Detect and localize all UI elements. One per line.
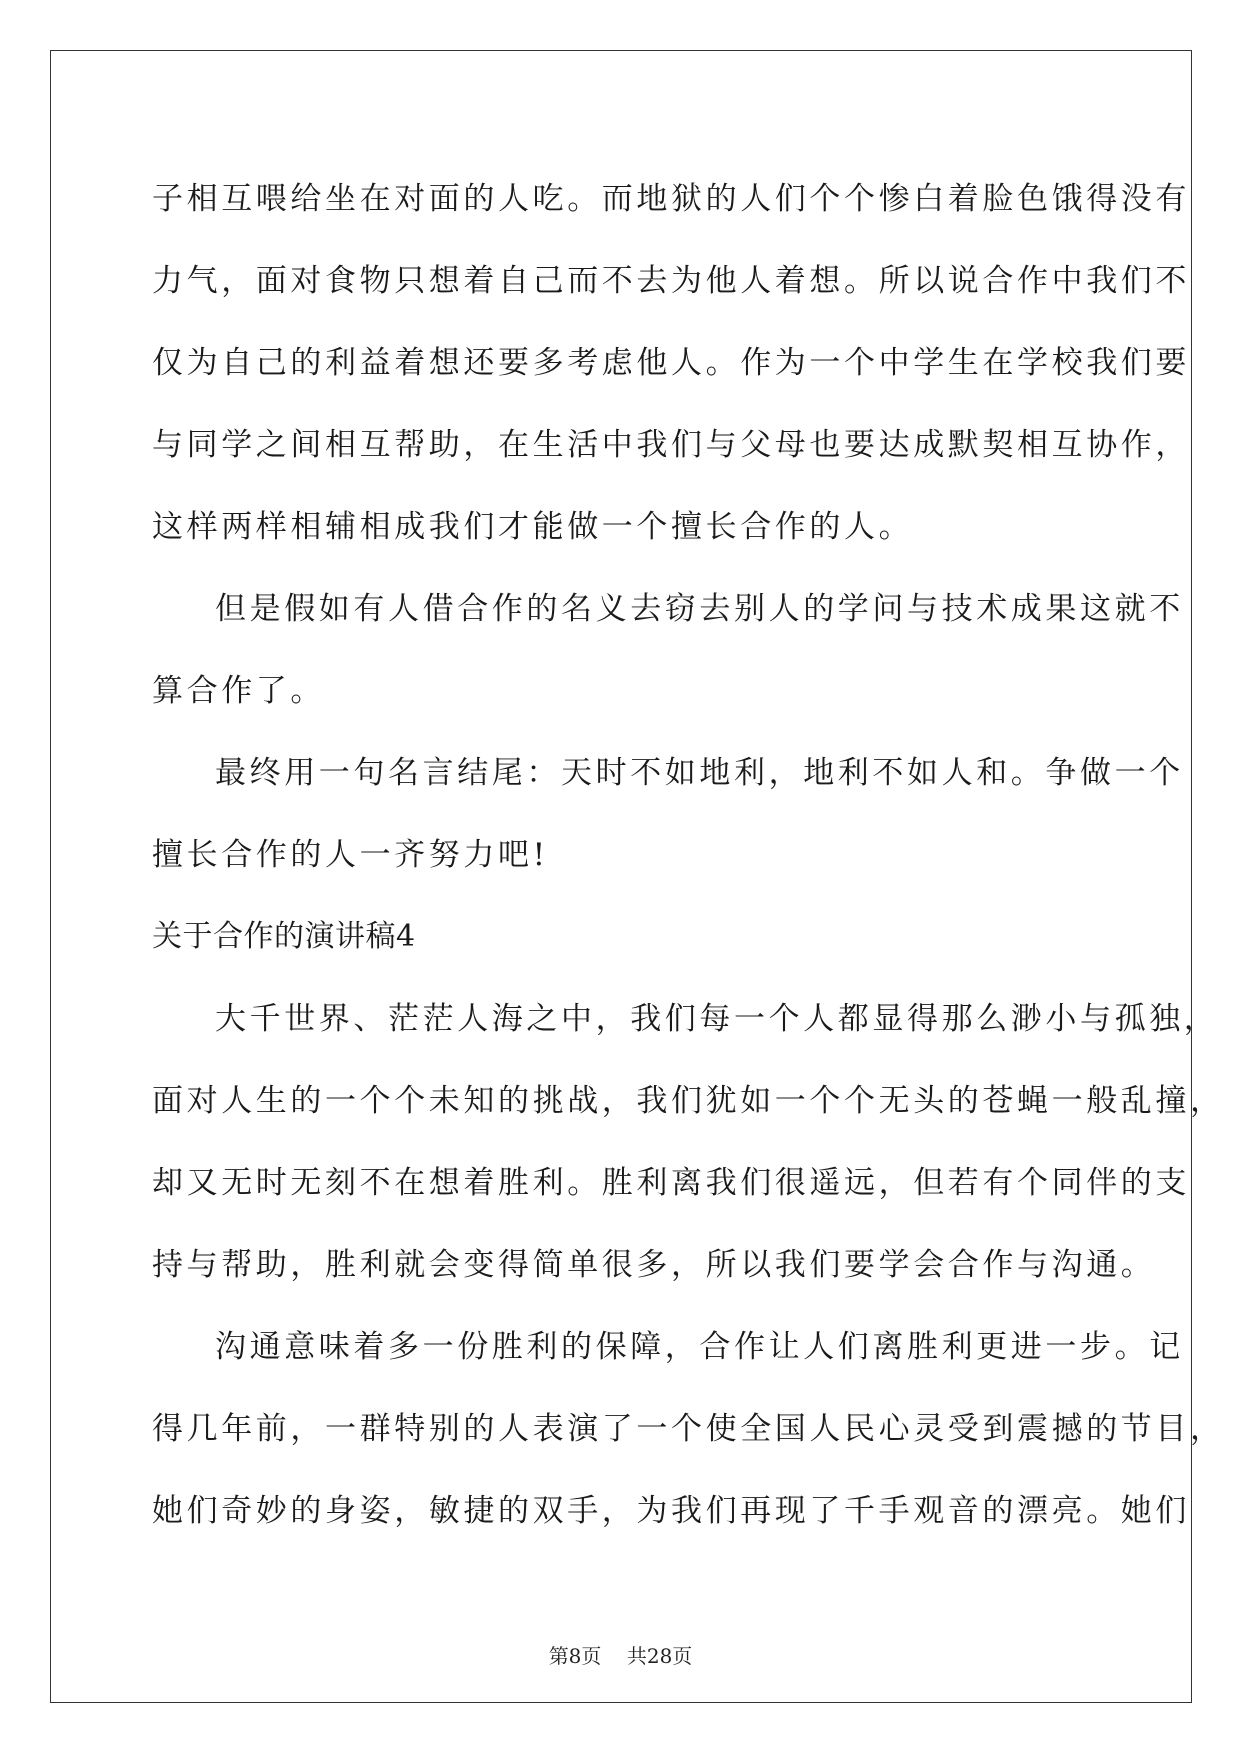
text-line: 持与帮助，胜利就会变得简单很多，所以我们要学会合作与沟通。 [152, 1247, 1156, 1283]
paragraph-start-line: 但是假如有人借合作的名义去窃去别人的学问与技术成果这就不 [215, 591, 1184, 627]
text-line: 擅长合作的人一齐努力吧! [152, 837, 549, 873]
document-body [152, 158, 1225, 1552]
section-heading: 关于合作的演讲稿4 [152, 919, 416, 954]
text-line: 算合作了。 [152, 673, 325, 709]
paragraph-start-line: 最终用一句名言结尾：天时不如地利，地利不如人和。争做一个 [215, 755, 1184, 791]
text-line: 她们奇妙的身姿，敏捷的双手，为我们再现了千手观音的漂亮。她们 [152, 1493, 1190, 1529]
text-line: 这样两样相辅相成我们才能做一个擅长合作的人。 [152, 509, 914, 545]
text-line: 仅为自己的利益着想还要多考虑他人。作为一个中学生在学校我们要 [152, 345, 1190, 381]
paragraph-start-line: 大千世界、茫茫人海之中，我们每一个人都显得那么渺小与孤独， [215, 1001, 1219, 1037]
text-line: 得几年前，一群特别的人表演了一个使全国人民心灵受到震撼的节目， [152, 1411, 1225, 1447]
text-line: 子相互喂给坐在对面的人吃。而地狱的人们个个惨白着脸色饿得没有 [152, 181, 1190, 217]
text-line: 与同学之间相互帮助，在生活中我们与父母也要达成默契相互协作， [152, 427, 1190, 463]
page-number-footer: 第8页 共28页 [548, 1644, 693, 1668]
paragraph-start-line: 沟通意味着多一份胜利的保障，合作让人们离胜利更进一步。记 [215, 1329, 1184, 1365]
text-line: 却又无时无刻不在想着胜利。胜利离我们很遥远，但若有个同伴的支 [152, 1165, 1190, 1201]
text-line: 力气，面对食物只想着自己而不去为他人着想。所以说合作中我们不 [152, 263, 1190, 299]
text-line: 面对人生的一个个未知的挑战，我们犹如一个个无头的苍蝇一般乱撞， [152, 1083, 1225, 1119]
